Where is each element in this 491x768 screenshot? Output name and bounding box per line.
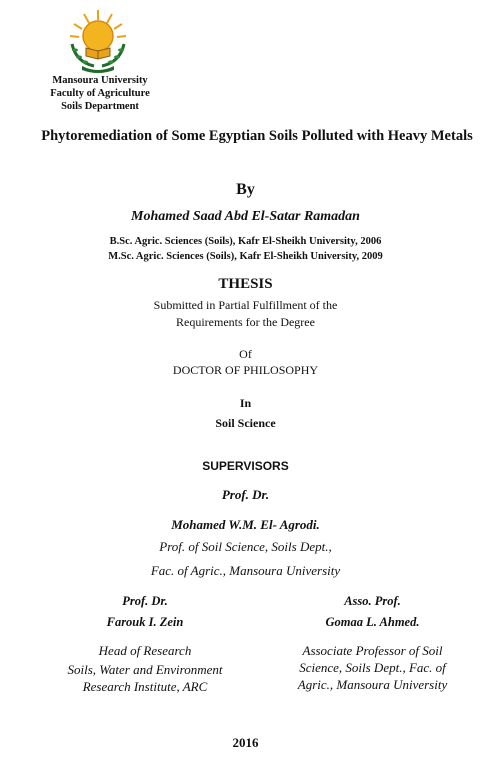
submission-line-2: Requirements for the Degree [176,315,315,329]
degree-msc: M.Sc. Agric. Sciences (Soils), Kafr El-Sheikh University, 2009 [108,251,383,262]
left-supervisor-position-line-2: Soils, Water and Environment [67,662,223,677]
of-label: Of [239,347,252,361]
main-supervisor-name: Mohamed W.M. El- Agrodi. [171,517,320,532]
right-supervisor-name: Gomaa L. Ahmed. [325,615,420,629]
left-supervisor-position-line-1: Head of Research [98,643,192,658]
year: 2016 [232,735,259,750]
degree-bsc: B.Sc. Agric. Sciences (Soils), Kafr El-Sheikh University, 2006 [109,236,382,247]
university-seal-icon [62,4,134,76]
left-supervisor-name: Farouk I. Zein [106,615,184,629]
by-label: By [236,181,255,198]
main-supervisor-title: Prof. Dr. [221,487,270,502]
right-supervisor-position-line-1: Associate Professor of Soil [302,643,443,658]
left-supervisor [40,594,250,695]
left-supervisor-title: Prof. Dr. [122,594,168,608]
faculty-name: Faculty of Agriculture [50,88,150,99]
right-supervisor [265,594,480,693]
author-name: Mohamed Saad Abd El-Satar Ramadan [131,209,360,224]
right-supervisor-position-line-2: Science, Soils Dept., Fac. of [299,660,446,675]
main-supervisor-position-line-2: Fac. of Agric., Mansoura University [150,563,341,578]
in-label: In [239,396,252,410]
supervisors-heading: SUPERVISORS [202,459,289,473]
right-supervisor-title: Asso. Prof. [344,594,401,608]
submission-line-1: Submitted in Partial Fulfillment of the [153,298,338,312]
right-supervisor-position-line-3: Agric., Mansoura University [297,677,448,692]
thesis-label: THESIS [218,276,273,292]
institution-header [0,74,200,113]
main-supervisor-position-line-1: Prof. of Soil Science, Soils Dept., [159,539,332,554]
field-of-study: Soil Science [215,416,276,430]
degree-name: DOCTOR OF PHILOSOPHY [172,363,319,377]
left-supervisor-position-line-3: Research Institute, ARC [82,679,208,694]
university-logo [62,4,134,76]
department-name: Soils Department [61,101,139,112]
thesis-title: Phytoremediation of Some Egyptian Soils Polluted with Heavy Metals [41,128,473,144]
university-name: Mansoura University [52,75,148,86]
